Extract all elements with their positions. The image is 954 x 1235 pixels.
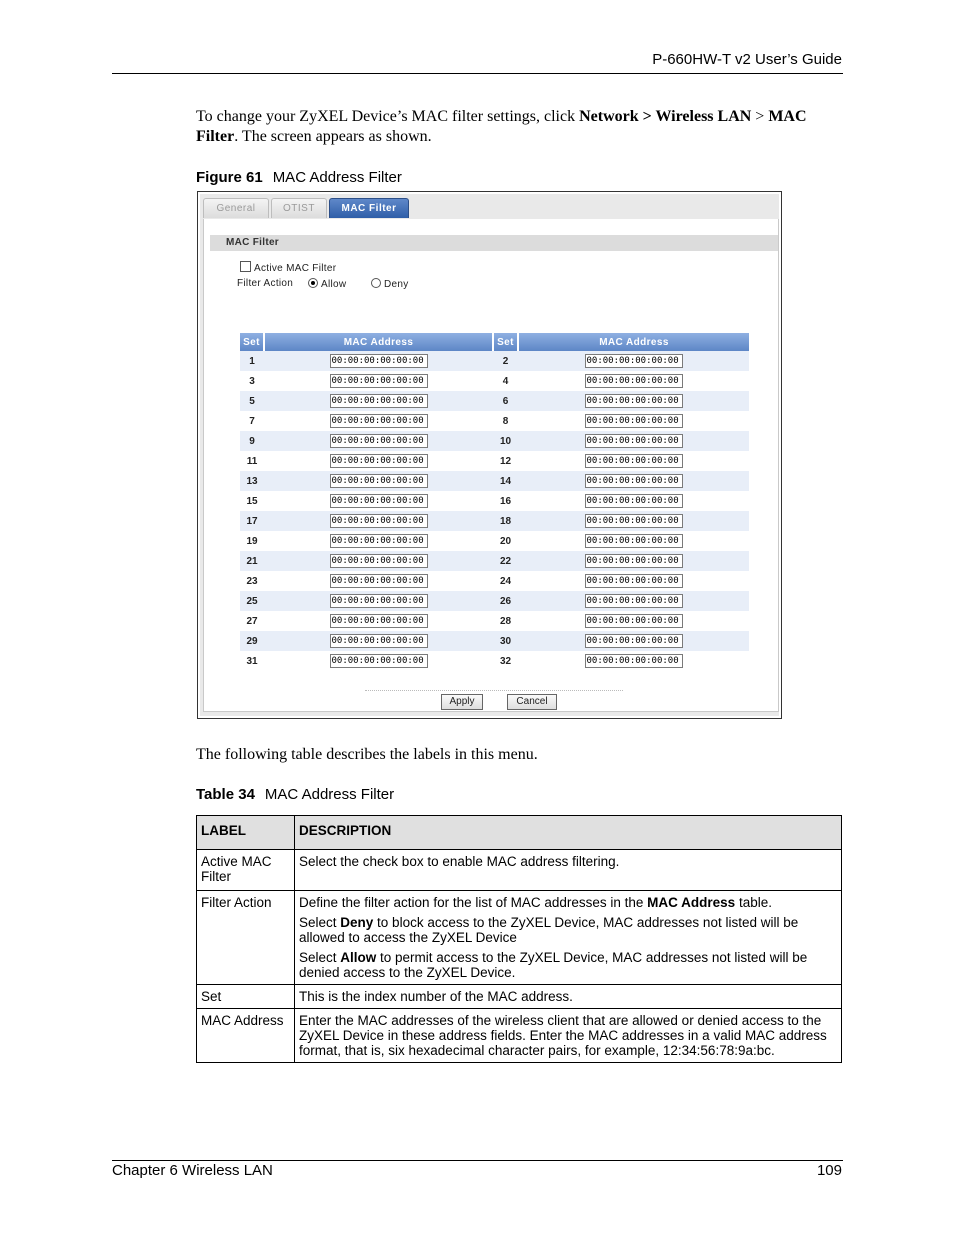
footer-chapter: Chapter 6 Wireless LAN	[112, 1162, 273, 1179]
mac-address-input-29[interactable]	[330, 634, 428, 648]
mac-cell	[518, 611, 749, 631]
table-row	[240, 351, 749, 371]
description-table	[196, 815, 842, 1063]
mac-filter-panel	[203, 219, 779, 712]
active-mac-filter-label: Active MAC Filter	[254, 263, 337, 274]
set-number: 19	[246, 535, 258, 547]
mac-address-table	[240, 333, 749, 671]
row-description	[295, 891, 842, 985]
allow-option	[308, 278, 346, 290]
mac-address-input-9[interactable]	[330, 434, 428, 448]
table-row	[197, 891, 842, 985]
mac-address-input-12[interactable]	[585, 454, 683, 468]
set-number: 29	[240, 631, 264, 651]
allow-radio[interactable]	[308, 278, 318, 288]
mac-address-input-32[interactable]	[585, 654, 683, 668]
table-row	[197, 985, 842, 1009]
mac-address-input-18[interactable]	[585, 514, 683, 528]
desc-text: Define the filter action for the list of MAC addresses in the	[299, 895, 648, 910]
mac-cell	[518, 391, 749, 411]
set-number: 21	[240, 551, 264, 571]
mac-address-input-14[interactable]	[585, 474, 683, 488]
header-rule	[112, 73, 843, 74]
mac-address-input-20[interactable]	[585, 534, 683, 548]
mac-address-input-3[interactable]	[330, 374, 428, 388]
desc-text: Select	[299, 915, 341, 930]
row-description: This is the index number of the MAC address.	[295, 985, 842, 1009]
desc-text: table.	[735, 895, 772, 910]
set-number: 24	[499, 575, 512, 587]
mac-filter-screenshot	[197, 191, 782, 719]
mac-address-input-4[interactable]	[585, 374, 683, 388]
set-number: 5	[240, 391, 264, 411]
table-row	[240, 571, 749, 591]
mac-cell	[264, 651, 493, 671]
table-row	[240, 411, 749, 431]
mac-cell	[518, 651, 749, 671]
mac-cell	[264, 611, 493, 631]
footer-rule	[112, 1160, 843, 1161]
mac-cell	[518, 451, 749, 471]
desc-text: to permit access to the ZyXEL Device, MAC addresses not listed will be denied access to the ZyXEL Device.	[299, 950, 808, 980]
intro-post: . The screen appears as shown.	[234, 128, 432, 145]
col-mac-address: MAC Address	[518, 333, 749, 351]
tab-otist[interactable]: OTIST	[271, 198, 327, 218]
mac-address-input-6[interactable]	[585, 394, 683, 408]
mac-address-input-10[interactable]	[585, 434, 683, 448]
mac-address-input-19[interactable]	[330, 534, 428, 548]
col-mac-address: MAC Address	[264, 333, 493, 351]
mac-cell	[264, 491, 493, 511]
mac-cell	[518, 371, 749, 391]
mac-rows	[240, 351, 749, 671]
table-row	[197, 1009, 842, 1063]
table-title: MAC Address Filter	[264, 786, 395, 803]
row-label: Set	[197, 985, 295, 1009]
deny-option	[371, 278, 409, 290]
mac-cell	[518, 431, 749, 451]
row-label: Active MAC Filter	[197, 850, 295, 891]
mac-address-input-28[interactable]	[585, 614, 683, 628]
figure-number: Figure 61	[196, 169, 263, 186]
mac-address-input-17[interactable]	[330, 514, 428, 528]
set-number: 15	[246, 495, 258, 507]
intro-pre: To change your ZyXEL Device’s MAC filter settings, click	[196, 108, 580, 125]
cancel-button[interactable]: Cancel	[507, 694, 557, 710]
mac-address-input-27[interactable]	[330, 614, 428, 628]
mac-address-input-11[interactable]	[330, 454, 428, 468]
row-description: Select the check box to enable MAC address filtering.	[295, 850, 842, 891]
tab-general[interactable]: General	[203, 198, 269, 218]
tab-mac-filter[interactable]: MAC Filter	[329, 198, 409, 218]
deny-radio[interactable]	[371, 278, 381, 288]
intro-path-1: Network > Wireless LAN	[579, 108, 752, 125]
mac-cell	[518, 511, 749, 531]
set-number: 18	[493, 511, 518, 531]
mac-cell	[518, 571, 749, 591]
mac-cell	[264, 391, 493, 411]
mac-cell	[518, 471, 749, 491]
set-number: 30	[493, 631, 518, 651]
mac-address-input-7[interactable]	[330, 414, 428, 428]
mac-address-input-21[interactable]	[330, 554, 428, 568]
mac-cell	[264, 631, 493, 651]
label-header: LABEL	[197, 816, 295, 850]
intro-paragraph	[196, 107, 836, 147]
set-number: 3	[249, 375, 255, 387]
button-divider	[365, 690, 623, 691]
table-number: Table 34	[196, 786, 255, 803]
mac-cell	[264, 451, 493, 471]
set-number: 22	[493, 551, 518, 571]
mac-address-input-26[interactable]	[585, 594, 683, 608]
set-number: 7	[249, 415, 255, 427]
desc-text: to block access to the ZyXEL Device, MAC addresses not listed will be allowed to access the ZyXEL Device	[299, 915, 799, 945]
active-mac-filter-option	[240, 261, 336, 274]
table-row	[240, 371, 749, 391]
mac-cell	[518, 531, 749, 551]
table-row	[240, 611, 749, 631]
set-number: 25	[240, 591, 264, 611]
set-number: 27	[246, 615, 258, 627]
mac-cell	[264, 591, 493, 611]
set-number: 31	[246, 655, 258, 667]
mac-address-input-16[interactable]	[585, 494, 683, 508]
mac-address-input-2[interactable]	[585, 354, 683, 368]
table-row	[240, 511, 749, 531]
table-row	[240, 491, 749, 511]
mac-address-input-25[interactable]	[330, 594, 428, 608]
set-number: 14	[493, 471, 518, 491]
mac-address-input-1[interactable]	[330, 354, 428, 368]
mac-cell	[518, 491, 749, 511]
mac-cell	[264, 431, 493, 451]
mac-address-input-15[interactable]	[330, 494, 428, 508]
intro-path-2: MAC Filter	[196, 108, 807, 145]
figure-title: MAC Address Filter	[272, 169, 402, 186]
col-set: Set	[240, 333, 264, 351]
set-number: 26	[493, 591, 518, 611]
following-text: The following table describes the labels in this menu.	[196, 746, 538, 763]
table-row	[197, 850, 842, 891]
desc-text: Select	[299, 950, 341, 965]
table-row	[240, 591, 749, 611]
mac-cell	[264, 551, 493, 571]
set-number: 11	[246, 455, 258, 467]
set-number: 9	[240, 431, 264, 451]
mac-cell	[264, 351, 493, 371]
mac-address-input-13[interactable]	[330, 474, 428, 488]
mac-address-input-8[interactable]	[585, 414, 683, 428]
active-mac-filter-checkbox[interactable]	[240, 261, 251, 272]
table-row	[240, 531, 749, 551]
set-number: 6	[493, 391, 518, 411]
col-set: Set	[493, 333, 518, 351]
set-number: 2	[493, 351, 518, 371]
section-title: MAC Filter	[210, 235, 778, 251]
mac-cell	[518, 411, 749, 431]
table-row	[240, 431, 749, 451]
filter-action-label: Filter Action	[237, 278, 294, 289]
page-number: 109	[816, 1162, 842, 1179]
row-label: Filter Action	[197, 891, 295, 985]
set-number: 12	[499, 455, 512, 467]
mac-cell	[264, 511, 493, 531]
table-caption	[196, 786, 394, 803]
mac-cell	[518, 351, 749, 371]
mac-address-input-31[interactable]	[330, 654, 428, 668]
deny-label: Deny	[384, 279, 409, 290]
set-number: 16	[499, 495, 512, 507]
table-row	[240, 471, 749, 491]
row-label: MAC Address	[197, 1009, 295, 1063]
row-description: Enter the MAC addresses of the wireless client that are allowed or denied access to the ZyXEL Device in these address fields. Enter the MAC addresses in a valid MAC address format, that is, six hexadecimal character pairs, for example, 12:34:56:78:9a:bc.	[295, 1009, 842, 1063]
table-row	[240, 451, 749, 471]
header-title: P-660HW-T v2 User’s Guide	[652, 51, 842, 68]
set-number: 13	[240, 471, 264, 491]
set-number: 1	[240, 351, 264, 371]
mac-address-input-23[interactable]	[330, 574, 428, 588]
figure-caption	[196, 169, 402, 186]
mac-cell	[264, 371, 493, 391]
mac-cell	[264, 531, 493, 551]
mac-cell	[264, 411, 493, 431]
mac-address-input-24[interactable]	[585, 574, 683, 588]
desc-bold: Deny	[340, 915, 374, 930]
set-number: 23	[246, 575, 258, 587]
intro-sep: >	[751, 108, 769, 125]
set-number: 32	[499, 655, 512, 667]
set-number: 28	[499, 615, 512, 627]
set-number: 17	[240, 511, 264, 531]
allow-label: Allow	[321, 279, 347, 290]
mac-address-input-5[interactable]	[330, 394, 428, 408]
mac-cell	[518, 591, 749, 611]
set-number: 10	[493, 431, 518, 451]
set-number: 4	[502, 375, 509, 387]
mac-cell	[264, 571, 493, 591]
set-number: 8	[502, 415, 509, 427]
mac-cell	[518, 631, 749, 651]
table-row	[240, 651, 749, 671]
mac-address-input-30[interactable]	[585, 634, 683, 648]
desc-bold: MAC Address	[647, 895, 736, 910]
table-row	[240, 631, 749, 651]
mac-cell	[264, 471, 493, 491]
table-row	[240, 551, 749, 571]
mac-cell	[518, 551, 749, 571]
set-number: 20	[499, 535, 512, 547]
desc-bold: Allow	[340, 950, 377, 965]
mac-address-input-22[interactable]	[585, 554, 683, 568]
table-row	[240, 391, 749, 411]
apply-button[interactable]: Apply	[441, 694, 483, 710]
description-header: DESCRIPTION	[295, 816, 842, 850]
